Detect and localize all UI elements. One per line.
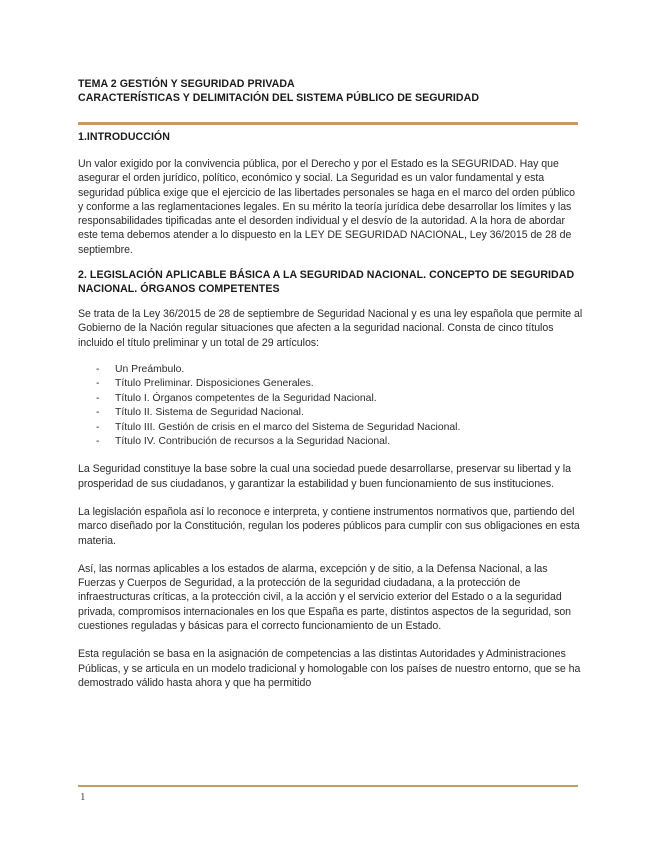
titles-list xyxy=(78,363,583,449)
section-1-paragraph: Un valor exigido por la convivencia pública, por el Derecho y por el Estado es la SEGURIDAD. Hay que asegurar el orden jurídico, político, económico y social. La Seguridad es un valor fundamental y esta seguridad pública exige que el ejercicio de las libertades personales se haga en el marco del orden público y conforme a las reglamentaciones legales. En su mérito la teoría jurídica debe desarrollar los límites y las responsabilidades tipificadas ante el desorden individual y el desvío de la autoridad. A la hora de abordar este tema debemos atender a lo dispuesto en la LEY DE SEGURIDAD NACIONAL, Ley 36/2015 de 28 de septiembre. xyxy=(78,158,575,256)
dash-bullet: - xyxy=(96,407,100,419)
dash-bullet: - xyxy=(96,378,100,390)
page-number: 1 xyxy=(80,791,86,803)
section-2-paragraph: Así, las normas aplicables a los estados de alarma, excepción y de sitio, a la Defensa Nacional, a las Fuerzas y Cuerpos de Seguridad, a la protección de la seguridad ciudadana, a la protección de infraestructuras críticas, a la protección civil, a la acción y el servicio exterior del Estado o a la seguridad privada, compromisos internacionales en los que España es parte, distintos aspectos de la seguridad, son cuestiones reguladas y básicas para el correcto funcionamiento de un Estado. xyxy=(78,562,571,633)
document-header xyxy=(78,78,578,105)
list-item: - Título II. Sistema de Seguridad Nacional. xyxy=(78,406,583,420)
section-2-intro: Se trata de la Ley 36/2015 de 28 de septiembre de Seguridad Nacional y es una ley española que permite al Gobierno de la Nación regular situaciones que afecten a la seguridad nacional. Consta de cinco títulos incluido el título preliminar y un total de 29 artículos: xyxy=(78,308,583,349)
list-item: - Un Preámbulo. xyxy=(78,363,583,377)
section-2-paragraph: La legislación española así lo reconoce e interpreta, y contiene instrumentos normativos que, partiendo del marco diseñado por la Constitución, regulan los poderes públicos para cumplir con sus obligaciones en esta materia. xyxy=(78,506,580,547)
dash-bullet: - xyxy=(96,436,100,447)
list-item: - Título I. Órganos competentes de la Seguridad Nacional. xyxy=(78,392,583,406)
dash-bullet: - xyxy=(96,392,100,404)
header-divider xyxy=(78,122,578,125)
section-2-paragraph: La Seguridad constituye la base sobre la cual una sociedad puede desarrollarse, preservar su libertad y la prosperidad de sus ciudadanos, y garantizar la estabilidad y buen funcionamiento de sus instituciones. xyxy=(78,463,571,490)
dash-bullet: - xyxy=(96,421,100,433)
document-body xyxy=(78,130,583,690)
section-1-title: 1.INTRODUCCIÓN xyxy=(78,131,170,143)
section-2-title: 2. LEGISLACIÓN APLICABLE BÁSICA A LA SEGURIDAD NACIONAL. CONCEPTO DE SEGURIDAD NACIONAL. ÓRGANOS COMPETENTES xyxy=(78,269,575,296)
list-item: - Título Preliminar. Disposiciones Generales. xyxy=(78,377,583,391)
footer-divider xyxy=(78,785,578,787)
header-line-2: CARACTERÍSTICAS Y DELIMITACIÓN DEL SISTEMA PÚBLICO DE SEGURIDAD xyxy=(78,91,480,104)
list-item: - Título IV. Contribución de recursos a la Seguridad Nacional. xyxy=(78,435,583,449)
header-line-1: TEMA 2 GESTIÓN Y SEGURIDAD PRIVADA xyxy=(78,78,295,90)
list-item: - Título III. Gestión de crisis en el marco del Sistema de Seguridad Nacional. xyxy=(78,421,583,435)
section-2-paragraph: Esta regulación se basa en la asignación de competencias a las distintas Autoridades y Administraciones Públicas, y se articula en un modelo tradicional y homologable con los países de nuestro entorno, que se ha demostrado válido hasta ahora y que ha permitido xyxy=(78,648,581,689)
dash-bullet: - xyxy=(96,363,100,375)
